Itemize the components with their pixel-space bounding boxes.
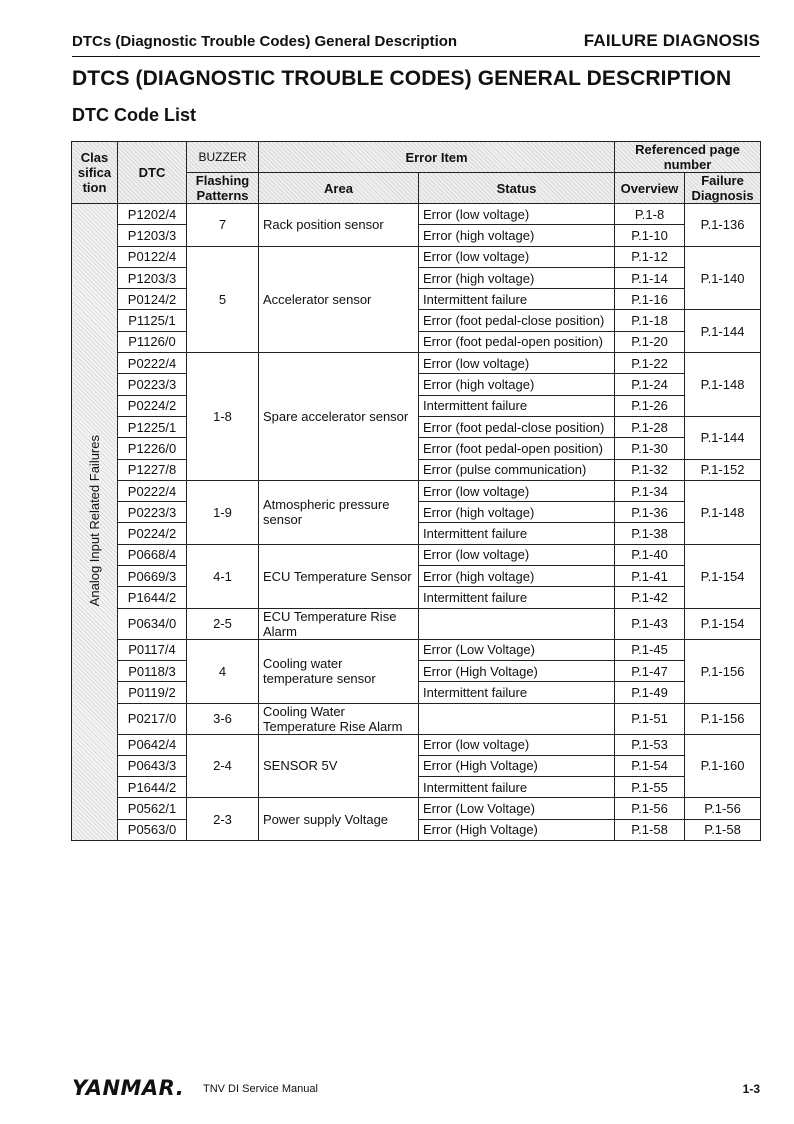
header-failure-diagnosis: Failure Diagnosis bbox=[685, 173, 761, 204]
flashing-pattern-cell: 2-3 bbox=[187, 798, 259, 841]
status-cell: Error (high voltage) bbox=[419, 267, 615, 288]
overview-page-cell: P.1-53 bbox=[615, 734, 685, 755]
dtc-code-cell: P0118/3 bbox=[118, 660, 187, 681]
overview-page-cell: P.1-28 bbox=[615, 416, 685, 437]
table-row bbox=[72, 353, 761, 374]
flashing-pattern-cell: 2-5 bbox=[187, 608, 259, 639]
status-cell: Error (high voltage) bbox=[419, 566, 615, 587]
overview-page-cell: P.1-14 bbox=[615, 267, 685, 288]
table-row bbox=[72, 608, 761, 639]
status-cell: Error (low voltage) bbox=[419, 246, 615, 267]
dtc-code-cell: P1644/2 bbox=[118, 587, 187, 608]
overview-page-cell: P.1-26 bbox=[615, 395, 685, 416]
area-cell: Accelerator sensor bbox=[259, 246, 419, 352]
header-overview: Overview bbox=[615, 173, 685, 204]
flashing-pattern-cell: 1-9 bbox=[187, 480, 259, 544]
dtc-code-cell: P0124/2 bbox=[118, 289, 187, 310]
overview-page-cell: P.1-54 bbox=[615, 755, 685, 776]
status-cell: Error (low voltage) bbox=[419, 734, 615, 755]
status-cell: Intermittent failure bbox=[419, 289, 615, 310]
dtc-code-cell: P1126/0 bbox=[118, 331, 187, 352]
table-row bbox=[72, 480, 761, 501]
overview-page-cell: P.1-34 bbox=[615, 480, 685, 501]
flashing-pattern-cell: 4 bbox=[187, 639, 259, 703]
status-cell: Error (pulse communication) bbox=[419, 459, 615, 480]
status-cell: Error (low voltage) bbox=[419, 353, 615, 374]
status-cell: Error (foot pedal-close position) bbox=[419, 416, 615, 437]
failure-diagnosis-page-cell: P.1-156 bbox=[685, 639, 761, 703]
overview-page-cell: P.1-20 bbox=[615, 331, 685, 352]
footer-manual-title: TNV DI Service Manual bbox=[203, 1083, 318, 1095]
header-chapter-title: FAILURE DIAGNOSIS bbox=[583, 31, 760, 50]
page-title: DTCS (DIAGNOSTIC TROUBLE CODES) GENERAL DESCRIPTION bbox=[72, 67, 732, 90]
table-row bbox=[72, 544, 761, 565]
overview-page-cell: P.1-38 bbox=[615, 523, 685, 544]
status-cell: Error (foot pedal-open position) bbox=[419, 438, 615, 459]
overview-page-cell: P.1-22 bbox=[615, 353, 685, 374]
overview-page-cell: P.1-49 bbox=[615, 682, 685, 703]
overview-page-cell: P.1-47 bbox=[615, 660, 685, 681]
overview-page-cell: P.1-12 bbox=[615, 246, 685, 267]
classification-cell bbox=[72, 204, 118, 841]
area-cell: Rack position sensor bbox=[259, 204, 419, 247]
dtc-code-cell: P0222/4 bbox=[118, 353, 187, 374]
area-cell: ECU Temperature Rise Alarm bbox=[259, 608, 419, 639]
status-cell: Error (high voltage) bbox=[419, 502, 615, 523]
overview-page-cell: P.1-24 bbox=[615, 374, 685, 395]
overview-page-cell: P.1-36 bbox=[615, 502, 685, 523]
status-cell: Error (high voltage) bbox=[419, 374, 615, 395]
dtc-code-cell: P1125/1 bbox=[118, 310, 187, 331]
overview-page-cell: P.1-43 bbox=[615, 608, 685, 639]
status-cell: Error (low voltage) bbox=[419, 544, 615, 565]
failure-diagnosis-page-cell: P.1-148 bbox=[685, 353, 761, 417]
dtc-code-cell: P0669/3 bbox=[118, 566, 187, 587]
flashing-pattern-cell: 4-1 bbox=[187, 544, 259, 608]
overview-page-cell: P.1-18 bbox=[615, 310, 685, 331]
failure-diagnosis-page-cell: P.1-160 bbox=[685, 734, 761, 798]
overview-page-cell: P.1-42 bbox=[615, 587, 685, 608]
overview-page-cell: P.1-51 bbox=[615, 703, 685, 734]
failure-diagnosis-page-cell: P.1-154 bbox=[685, 544, 761, 608]
dtc-code-cell: P0222/4 bbox=[118, 480, 187, 501]
header-flashing-patterns: Flashing Patterns bbox=[187, 173, 259, 204]
status-cell: Error (foot pedal-close position) bbox=[419, 310, 615, 331]
flashing-pattern-cell: 5 bbox=[187, 246, 259, 352]
overview-page-cell: P.1-16 bbox=[615, 289, 685, 310]
overview-page-cell: P.1-8 bbox=[615, 204, 685, 225]
failure-diagnosis-page-cell: P.1-136 bbox=[685, 204, 761, 247]
running-header bbox=[72, 30, 760, 56]
failure-diagnosis-page-cell: P.1-56 bbox=[685, 798, 761, 819]
dtc-code-cell: P1225/1 bbox=[118, 416, 187, 437]
dtc-code-cell: P0642/4 bbox=[118, 734, 187, 755]
overview-page-cell: P.1-10 bbox=[615, 225, 685, 246]
dtc-code-cell: P0117/4 bbox=[118, 639, 187, 660]
header-area: Area bbox=[259, 173, 419, 204]
classification-label: Analog Input Related Failures bbox=[87, 434, 102, 607]
area-cell: Cooling Water Temperature Rise Alarm bbox=[259, 703, 419, 734]
flashing-pattern-cell: 7 bbox=[187, 204, 259, 247]
status-cell: Intermittent failure bbox=[419, 395, 615, 416]
table-row bbox=[72, 204, 761, 225]
status-cell: Intermittent failure bbox=[419, 777, 615, 798]
header-classification: Clas sifica tion bbox=[72, 142, 118, 204]
failure-diagnosis-page-cell: P.1-154 bbox=[685, 608, 761, 639]
area-cell: Power supply Voltage bbox=[259, 798, 419, 841]
status-cell: Error (high voltage) bbox=[419, 225, 615, 246]
dtc-code-cell: P0119/2 bbox=[118, 682, 187, 703]
overview-page-cell: P.1-45 bbox=[615, 639, 685, 660]
failure-diagnosis-page-cell: P.1-144 bbox=[685, 416, 761, 459]
status-cell bbox=[419, 703, 615, 734]
table-row bbox=[72, 246, 761, 267]
dtc-code-cell: P0562/1 bbox=[118, 798, 187, 819]
status-cell: Error (High Voltage) bbox=[419, 819, 615, 840]
area-cell: Atmospheric pressure sensor bbox=[259, 480, 419, 544]
area-cell: Spare accelerator sensor bbox=[259, 353, 419, 481]
failure-diagnosis-page-cell: P.1-156 bbox=[685, 703, 761, 734]
overview-page-cell: P.1-55 bbox=[615, 777, 685, 798]
dtc-code-cell: P0223/3 bbox=[118, 374, 187, 395]
overview-page-cell: P.1-32 bbox=[615, 459, 685, 480]
status-cell: Intermittent failure bbox=[419, 523, 615, 544]
area-cell: ECU Temperature Sensor bbox=[259, 544, 419, 608]
dtc-code-cell: P0217/0 bbox=[118, 703, 187, 734]
overview-page-cell: P.1-40 bbox=[615, 544, 685, 565]
header-error-item: Error Item bbox=[259, 142, 615, 173]
header-dtc: DTC bbox=[118, 142, 187, 204]
dtc-code-cell: P1202/4 bbox=[118, 204, 187, 225]
page-number: 1-3 bbox=[742, 1082, 760, 1096]
status-cell: Error (High Voltage) bbox=[419, 755, 615, 776]
dtc-code-cell: P0643/3 bbox=[118, 755, 187, 776]
flashing-pattern-cell: 1-8 bbox=[187, 353, 259, 481]
dtc-code-cell: P0668/4 bbox=[118, 544, 187, 565]
status-cell: Error (Low Voltage) bbox=[419, 798, 615, 819]
dtc-code-cell: P0122/4 bbox=[118, 246, 187, 267]
dtc-code-cell: P0224/2 bbox=[118, 523, 187, 544]
dtc-code-cell: P0223/3 bbox=[118, 502, 187, 523]
failure-diagnosis-page-cell: P.1-140 bbox=[685, 246, 761, 310]
overview-page-cell: P.1-30 bbox=[615, 438, 685, 459]
dtc-code-cell: P1227/8 bbox=[118, 459, 187, 480]
dtc-code-cell: P0563/0 bbox=[118, 819, 187, 840]
area-cell: Cooling water temperature sensor bbox=[259, 639, 419, 703]
dtc-table-body bbox=[72, 204, 761, 841]
area-cell: SENSOR 5V bbox=[259, 734, 419, 798]
flashing-pattern-cell: 3-6 bbox=[187, 703, 259, 734]
failure-diagnosis-page-cell: P.1-58 bbox=[685, 819, 761, 840]
status-cell: Intermittent failure bbox=[419, 682, 615, 703]
status-cell: Intermittent failure bbox=[419, 587, 615, 608]
status-cell: Error (low voltage) bbox=[419, 480, 615, 501]
overview-page-cell: P.1-41 bbox=[615, 566, 685, 587]
status-cell: Error (foot pedal-open position) bbox=[419, 331, 615, 352]
header-rule bbox=[72, 56, 760, 57]
failure-diagnosis-page-cell: P.1-144 bbox=[685, 310, 761, 353]
table-row bbox=[72, 734, 761, 755]
status-cell: Error (Low Voltage) bbox=[419, 639, 615, 660]
header-section-title: DTCs (Diagnostic Trouble Codes) General Description bbox=[72, 33, 458, 50]
table-row bbox=[72, 639, 761, 660]
failure-diagnosis-page-cell: P.1-152 bbox=[685, 459, 761, 480]
dtc-code-cell: P0224/2 bbox=[118, 395, 187, 416]
status-cell bbox=[419, 608, 615, 639]
overview-page-cell: P.1-58 bbox=[615, 819, 685, 840]
status-cell: Error (High Voltage) bbox=[419, 660, 615, 681]
failure-diagnosis-page-cell: P.1-148 bbox=[685, 480, 761, 544]
status-cell: Error (low voltage) bbox=[419, 204, 615, 225]
flashing-pattern-cell: 2-4 bbox=[187, 734, 259, 798]
header-buzzer: BUZZER bbox=[187, 142, 259, 173]
dtc-code-cell: P1203/3 bbox=[118, 267, 187, 288]
header-referenced-page: Referenced page number bbox=[615, 142, 761, 173]
dtc-code-cell: P0634/0 bbox=[118, 608, 187, 639]
table-row bbox=[72, 703, 761, 734]
dtc-code-cell: P1644/2 bbox=[118, 777, 187, 798]
dtc-code-cell: P1226/0 bbox=[118, 438, 187, 459]
dtc-code-table bbox=[71, 141, 761, 841]
overview-page-cell: P.1-56 bbox=[615, 798, 685, 819]
dtc-code-cell: P1203/3 bbox=[118, 225, 187, 246]
header-status: Status bbox=[419, 173, 615, 204]
yanmar-logo: YANMAR. bbox=[72, 1076, 185, 1100]
section-title: DTC Code List bbox=[72, 105, 196, 125]
table-row bbox=[72, 798, 761, 819]
